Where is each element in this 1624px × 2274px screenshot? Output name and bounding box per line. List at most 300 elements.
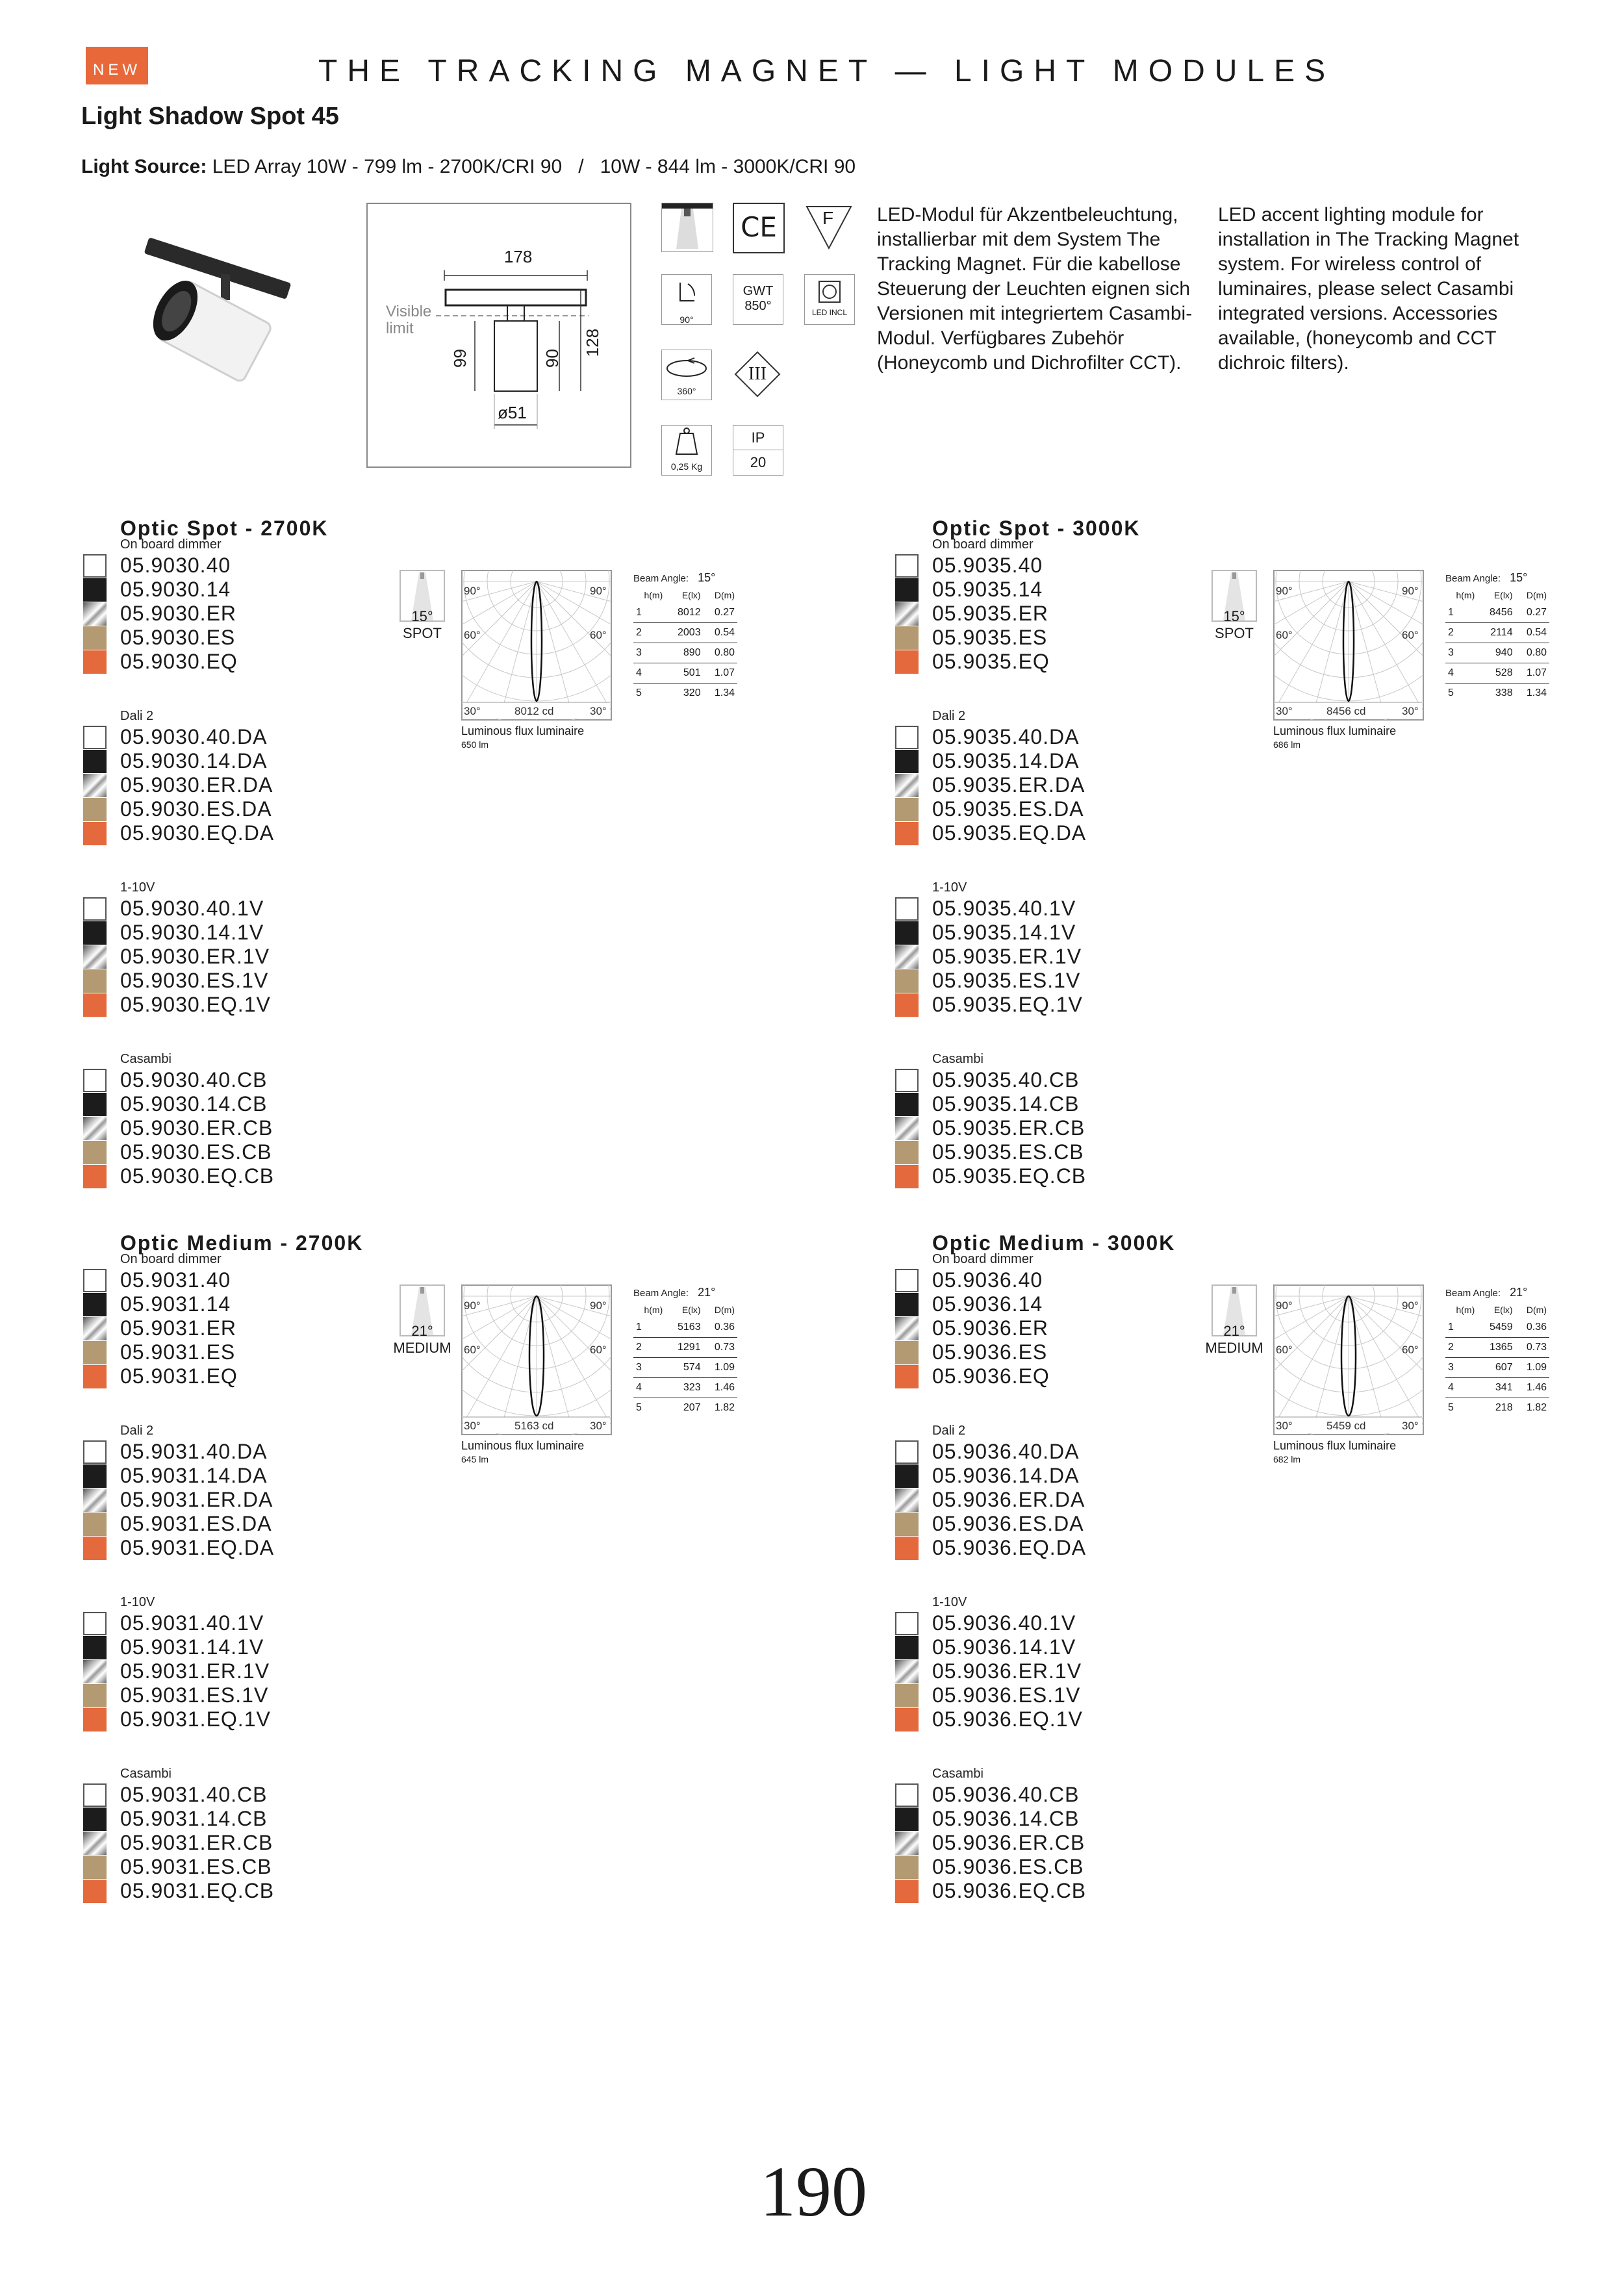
code-list [932, 1611, 1083, 1731]
illuminance-table [1445, 1302, 1549, 1418]
polar-label-30-left: 30° [1276, 1420, 1293, 1432]
product-code-row[interactable] [932, 1316, 1050, 1340]
color-swatch-chrome [83, 602, 107, 626]
product-code: 05.9035.EQ.DA [932, 821, 1087, 845]
product-code: 05.9035.ES.CB [932, 1140, 1084, 1164]
product-code-row[interactable] [120, 1488, 274, 1512]
code-section [120, 1252, 238, 1388]
beam-angle-heading: Beam Angle: 15° [1445, 571, 1528, 584]
product-code-row[interactable] [932, 1364, 1050, 1388]
color-swatch-white [83, 554, 107, 578]
table-row [633, 623, 737, 643]
table-cell: 1365 [1477, 1338, 1515, 1358]
color-swatch-black [83, 1636, 107, 1659]
luminous-flux: Luminous flux luminaire 686 lm [1273, 724, 1397, 750]
color-swatch-bronze [83, 1684, 107, 1707]
product-code: 05.9031.EQ.CB [120, 1879, 275, 1902]
table-cell: 1 [1445, 603, 1477, 623]
product-code-row[interactable] [120, 1092, 274, 1116]
product-code-row[interactable] [932, 773, 1086, 797]
polar-label-60-right: 60° [590, 629, 607, 641]
product-code-row[interactable] [120, 1364, 238, 1388]
table-header: h(m) [1456, 590, 1475, 600]
product-code: 05.9031.14.1V [120, 1635, 264, 1659]
light-source-text: LED Array 10W - 799 lm - 2700K/CRI 90 / 10W - 844 lm - 3000K/CRI 90 [212, 156, 856, 177]
weight-icon: 0,25 Kg [661, 425, 712, 476]
glow-wire-icon: GWT 850° [733, 274, 783, 325]
polar-label-30-right: 30° [590, 705, 607, 717]
product-code-row[interactable] [932, 821, 1086, 845]
table-cell: 1.07 [704, 663, 737, 683]
product-code-row[interactable] [120, 1611, 271, 1635]
color-swatch-bronze [83, 798, 107, 821]
product-code-row[interactable] [932, 578, 1050, 602]
table-row [633, 683, 737, 704]
product-code-row[interactable] [932, 797, 1086, 821]
product-code-row[interactable] [120, 821, 274, 845]
product-code: 05.9035.14 [932, 578, 1043, 601]
product-code-row[interactable] [932, 897, 1083, 921]
table-row [1445, 663, 1549, 683]
color-swatch-bronze [895, 1684, 919, 1707]
color-swatch-black [895, 1636, 919, 1659]
section-label: Casambi [120, 1052, 171, 1066]
table-cell: 3 [633, 1358, 665, 1378]
product-code-row[interactable] [120, 1831, 274, 1855]
tilt-icon: 90° [661, 274, 712, 325]
product-code: 05.9030.ES [120, 626, 236, 649]
product-code-row[interactable] [932, 1512, 1086, 1536]
product-code-row[interactable] [120, 921, 271, 945]
table-cell: 218 [1495, 1402, 1513, 1413]
table-cell: 940 [1477, 643, 1515, 663]
product-code: 05.9036.ER.1V [932, 1659, 1082, 1683]
code-list [120, 554, 238, 674]
beam-angle-label: 15° [411, 608, 433, 624]
product-code: 05.9035.EQ.CB [932, 1164, 1087, 1188]
product-code: 05.9035.ER.CB [932, 1116, 1085, 1140]
product-code-row[interactable] [932, 554, 1050, 578]
polar-label-90-left: 90° [1276, 1299, 1293, 1312]
code-list [120, 1440, 274, 1560]
product-code: 05.9030.ER.1V [120, 945, 270, 968]
product-code-row[interactable] [120, 1879, 274, 1903]
color-swatch-black [895, 1808, 919, 1831]
product-code-row[interactable] [120, 1707, 271, 1731]
beam-table-wrap [1445, 571, 1549, 703]
product-code: 05.9031.EQ.DA [120, 1536, 275, 1559]
product-code: 05.9035.ES [932, 626, 1048, 649]
product-code-row[interactable] [932, 1611, 1083, 1635]
class-iii-icon: III [733, 350, 782, 399]
product-code-row[interactable] [932, 1659, 1083, 1683]
light-source-line [81, 156, 856, 178]
table-cell: 0.54 [1516, 623, 1549, 643]
section-label: On board dimmer [932, 1252, 1034, 1266]
table-cell: 4 [633, 663, 665, 683]
product-code: 05.9031.ER.DA [120, 1488, 273, 1511]
product-code: 05.9036.ER [932, 1316, 1049, 1340]
beam-type [390, 1284, 455, 1357]
product-code-row[interactable] [932, 626, 1050, 650]
product-code-row[interactable] [932, 921, 1083, 945]
product-code-row[interactable] [120, 1659, 271, 1683]
product-code: 05.9030.40 [120, 554, 231, 577]
product-code: 05.9031.14.DA [120, 1464, 268, 1487]
product-code-row[interactable] [932, 1855, 1086, 1879]
color-swatch-white [895, 897, 919, 921]
table-cell: 207 [683, 1402, 701, 1413]
group-title: Optic Medium - 3000K [932, 1231, 1176, 1255]
polar-label-60-right: 60° [590, 1344, 607, 1356]
code-section [120, 880, 271, 1017]
product-code-row[interactable] [120, 578, 238, 602]
product-code: 05.9031.40.DA [120, 1440, 268, 1463]
color-swatch-black [895, 750, 919, 773]
page-title: THE TRACKING MAGNET — LIGHT MODULES [318, 54, 1336, 88]
product-code: 05.9031.ES.DA [120, 1512, 272, 1535]
product-code: 05.9030.EQ.1V [120, 993, 271, 1016]
dim-h99: 99 [450, 349, 470, 368]
product-code-row[interactable] [120, 1536, 274, 1560]
product-code-row[interactable] [932, 602, 1050, 626]
product-code-row[interactable] [932, 1807, 1086, 1831]
color-swatch-white [895, 726, 919, 749]
product-code-row[interactable] [932, 993, 1083, 1017]
table-cell: 0.73 [1516, 1338, 1549, 1358]
product-code-row[interactable] [932, 1488, 1086, 1512]
color-swatch-orange [895, 822, 919, 845]
table-cell: 320 [683, 687, 701, 698]
table-cell: 1.07 [1516, 663, 1549, 683]
product-code-row[interactable] [932, 1635, 1083, 1659]
table-cell: 2114 [1477, 623, 1515, 643]
section-label: Casambi [932, 1767, 983, 1781]
page-number: 190 [760, 2152, 867, 2231]
luminous-flux: Luminous flux luminaire 682 lm [1273, 1439, 1397, 1464]
product-code: 05.9036.ER.CB [932, 1831, 1085, 1854]
table-row [633, 603, 737, 623]
color-swatch-chrome [83, 1317, 107, 1340]
table-cell: 0.73 [704, 1338, 737, 1358]
color-swatch-orange [895, 1880, 919, 1903]
table-cell: 1.46 [1516, 1378, 1549, 1398]
product-code: 05.9035.40.DA [932, 725, 1080, 748]
color-swatch-black [895, 1464, 919, 1488]
code-list [932, 725, 1086, 845]
color-swatch-orange [895, 650, 919, 674]
product-code-row[interactable] [932, 1783, 1086, 1807]
color-swatch-black [83, 750, 107, 773]
color-swatch-orange [83, 1708, 107, 1731]
polar-peak-label: 5163 cd [514, 1420, 554, 1432]
color-swatch-bronze [83, 626, 107, 650]
product-code-row[interactable] [932, 725, 1086, 749]
product-code-row[interactable] [120, 1855, 274, 1879]
code-section [120, 709, 274, 845]
polar-label-30-right: 30° [590, 1420, 607, 1432]
color-swatch-bronze [895, 1513, 919, 1536]
product-code-row[interactable] [120, 1683, 271, 1707]
product-code-row[interactable] [932, 650, 1050, 674]
beam-angle-heading: Beam Angle: 21° [633, 1286, 716, 1299]
table-cell: 890 [665, 643, 703, 663]
section-label: 1-10V [120, 1595, 155, 1609]
product-code: 05.9030.ES.DA [120, 797, 272, 821]
product-code: 05.9035.14.CB [932, 1092, 1080, 1116]
polar-label-90-right: 90° [1402, 585, 1419, 597]
product-code: 05.9030.ES.1V [120, 969, 269, 992]
polar-label-30-right: 30° [1402, 705, 1419, 717]
color-swatch-chrome [895, 945, 919, 969]
table-cell: 501 [665, 663, 703, 683]
product-code-row[interactable] [120, 1807, 274, 1831]
product-code: 05.9036.40.1V [932, 1611, 1076, 1635]
product-code-row[interactable] [120, 797, 274, 821]
product-code: 05.9031.40 [120, 1268, 231, 1292]
section-label: 1-10V [932, 880, 967, 895]
product-code-row[interactable] [120, 1164, 274, 1188]
beam-type [1202, 570, 1267, 642]
color-swatch-chrome [83, 945, 107, 969]
table-cell: 1.09 [1516, 1358, 1549, 1378]
table-row [633, 643, 737, 663]
product-code-row[interactable] [932, 1164, 1086, 1188]
product-code: 05.9030.14.1V [120, 921, 264, 944]
product-code: 05.9030.ER [120, 602, 237, 625]
product-code-row[interactable] [120, 1140, 274, 1164]
table-cell: 0.54 [704, 623, 737, 643]
color-swatch-bronze [83, 1856, 107, 1879]
product-code-row[interactable] [932, 1092, 1086, 1116]
beam-angle-label: 21° [1223, 1323, 1245, 1339]
code-section [932, 1424, 1086, 1560]
product-code-row[interactable] [120, 725, 274, 749]
product-code-row[interactable] [120, 626, 238, 650]
beam-table-wrap [633, 1286, 737, 1418]
product-code-row[interactable] [120, 993, 271, 1017]
product-code-row[interactable] [932, 1268, 1050, 1292]
color-swatch-orange [895, 1537, 919, 1560]
illuminance-table [633, 587, 737, 703]
product-code: 05.9031.14.CB [120, 1807, 268, 1830]
product-code: 05.9030.40.DA [120, 725, 268, 748]
color-swatch-white [895, 1269, 919, 1292]
product-code-row[interactable] [932, 1879, 1086, 1903]
product-code-row[interactable] [932, 1536, 1086, 1560]
product-code-row[interactable] [120, 1340, 238, 1364]
section-label: Dali 2 [932, 709, 966, 723]
code-list [120, 1268, 238, 1388]
product-code: 05.9031.ER.CB [120, 1831, 273, 1854]
product-code: 05.9030.40.CB [120, 1068, 268, 1092]
color-swatch-black [83, 578, 107, 602]
spot-light-icon [661, 203, 713, 252]
product-code: 05.9036.ES.1V [932, 1683, 1081, 1707]
product-code-row[interactable] [120, 1512, 274, 1536]
product-code-row[interactable] [932, 1340, 1050, 1364]
light-source-label: Light Source: [81, 156, 207, 177]
product-name: Light Shadow Spot 45 [81, 103, 339, 130]
product-code: 05.9031.ES.1V [120, 1683, 269, 1707]
product-code-row[interactable] [932, 945, 1083, 969]
product-code: 05.9035.ER [932, 602, 1049, 625]
product-code-row[interactable] [932, 1116, 1086, 1140]
color-swatch-chrome [83, 1832, 107, 1855]
polar-label-90-left: 90° [1276, 585, 1293, 597]
table-cell: 323 [665, 1378, 703, 1398]
product-code-row[interactable] [932, 1068, 1086, 1092]
product-code: 05.9035.ES.1V [932, 969, 1081, 992]
product-code-row[interactable] [120, 945, 271, 969]
product-code-row[interactable] [932, 1683, 1083, 1707]
section-label: Dali 2 [120, 1424, 154, 1438]
color-swatch-chrome [895, 1317, 919, 1340]
product-code-row[interactable] [120, 1292, 238, 1316]
color-swatch-black [895, 578, 919, 602]
product-group [932, 517, 1547, 1188]
color-swatch-black [83, 1293, 107, 1316]
table-cell: 1.34 [1526, 687, 1547, 698]
code-list [932, 897, 1083, 1017]
color-swatch-chrome [83, 1660, 107, 1683]
product-code-row[interactable] [120, 1783, 274, 1807]
product-code: 05.9036.14.DA [932, 1464, 1080, 1487]
color-swatch-black [83, 1093, 107, 1116]
color-swatch-white [83, 726, 107, 749]
color-swatch-orange [895, 1165, 919, 1188]
product-code: 05.9036.ES [932, 1340, 1048, 1364]
beam-type-label: MEDIUM [1205, 1340, 1263, 1356]
polar-label-30-left: 30° [1276, 705, 1293, 717]
table-row [633, 1358, 737, 1378]
table-row [633, 1338, 737, 1358]
table-cell: 8456 [1477, 603, 1515, 623]
code-list [932, 1268, 1050, 1388]
table-row [1445, 1378, 1549, 1398]
polar-label-60-left: 60° [1276, 1344, 1293, 1356]
product-code-row[interactable] [932, 749, 1086, 773]
group-title: Optic Spot - 3000K [932, 517, 1141, 540]
table-cell: 0.27 [704, 603, 737, 623]
color-swatch-bronze [895, 1341, 919, 1364]
product-code: 05.9030.ES.CB [120, 1140, 272, 1164]
product-code-row[interactable] [120, 1316, 238, 1340]
color-swatch-chrome [895, 1660, 919, 1683]
polar-peak-label: 8012 cd [514, 705, 554, 717]
color-swatch-chrome [83, 1488, 107, 1512]
product-code-row[interactable] [932, 1707, 1083, 1731]
table-cell: 5 [1448, 687, 1454, 698]
color-swatch-chrome [895, 1832, 919, 1855]
table-cell: 4 [633, 1378, 665, 1398]
product-code: 05.9031.ER.1V [120, 1659, 270, 1683]
ip-rating-icon: IP 20 [733, 425, 783, 476]
code-list [932, 1440, 1086, 1560]
product-code: 05.9036.14 [932, 1292, 1043, 1316]
illuminance-table [1445, 587, 1549, 703]
product-code: 05.9031.14 [120, 1292, 231, 1316]
code-section [120, 1052, 274, 1188]
polar-chart [461, 570, 612, 721]
product-code: 05.9036.ES.CB [932, 1855, 1084, 1878]
product-code-row[interactable] [120, 1116, 274, 1140]
table-cell: 2 [633, 623, 665, 643]
product-code-row[interactable] [932, 1464, 1086, 1488]
code-section [120, 1595, 271, 1731]
product-code-row[interactable] [120, 554, 238, 578]
product-code-row[interactable] [120, 969, 271, 993]
code-list [120, 1068, 274, 1188]
f-mark-icon: F [804, 203, 854, 251]
product-code-row[interactable] [120, 1440, 274, 1464]
color-swatch-white [895, 1612, 919, 1635]
product-code: 05.9036.40 [932, 1268, 1043, 1292]
product-code: 05.9036.14.CB [932, 1807, 1080, 1830]
product-code-row[interactable] [120, 650, 238, 674]
code-list [120, 725, 274, 845]
product-code-row[interactable] [120, 897, 271, 921]
color-swatch-orange [83, 650, 107, 674]
product-code-row[interactable] [932, 969, 1083, 993]
product-code: 05.9035.ER.1V [932, 945, 1082, 968]
product-code: 05.9030.EQ [120, 650, 238, 673]
polar-chart [461, 1284, 612, 1435]
product-code-row[interactable] [120, 773, 274, 797]
table-cell: 338 [1495, 687, 1513, 698]
dim-h128: 128 [583, 328, 603, 357]
product-code-row[interactable] [932, 1831, 1086, 1855]
color-swatch-black [895, 921, 919, 945]
color-swatch-white [83, 1612, 107, 1635]
color-swatch-chrome [895, 602, 919, 626]
code-section [120, 1424, 274, 1560]
table-cell: 3 [1445, 643, 1477, 663]
table-cell: 0.36 [1516, 1318, 1549, 1338]
color-swatch-white [83, 1069, 107, 1092]
product-code-row[interactable] [932, 1140, 1086, 1164]
description-english: LED accent lighting module for installation in The Tracking Magnet system. For wireless control of luminaires, please select Casambi integrated versions. Accessories available, (honeycomb and CCT dichroic filters). [1218, 204, 1519, 374]
product-code-row[interactable] [120, 602, 238, 626]
beam-type [390, 570, 455, 642]
spec-icons [656, 201, 870, 474]
product-code: 05.9036.14.1V [932, 1635, 1076, 1659]
product-code-row[interactable] [120, 749, 274, 773]
color-swatch-chrome [83, 774, 107, 797]
product-code-row[interactable] [120, 1464, 274, 1488]
section-label: 1-10V [120, 880, 155, 895]
polar-label-60-left: 60° [1276, 629, 1293, 641]
product-code: 05.9036.40.CB [932, 1783, 1080, 1806]
product-code: 05.9035.40.CB [932, 1068, 1080, 1092]
table-cell: 0.80 [1516, 643, 1549, 663]
table-header: h(m) [644, 1305, 663, 1315]
table-cell: 1.82 [1526, 1402, 1547, 1413]
product-code-row[interactable] [120, 1268, 238, 1292]
table-header: E(lx) [1493, 590, 1513, 600]
table-header: E(lx) [1493, 1305, 1513, 1315]
luminous-flux: Luminous flux luminaire 650 lm [461, 724, 585, 750]
beam-type-label: MEDIUM [393, 1340, 451, 1356]
polar-label-60-left: 60° [464, 1344, 481, 1356]
product-code-row[interactable] [120, 1068, 274, 1092]
product-code: 05.9035.ES.DA [932, 797, 1084, 821]
product-code-row[interactable] [932, 1440, 1086, 1464]
product-code-row[interactable] [932, 1292, 1050, 1316]
dim-h90: 90 [542, 349, 562, 368]
product-code-row[interactable] [120, 1635, 271, 1659]
polar-label-90-right: 90° [590, 585, 607, 597]
